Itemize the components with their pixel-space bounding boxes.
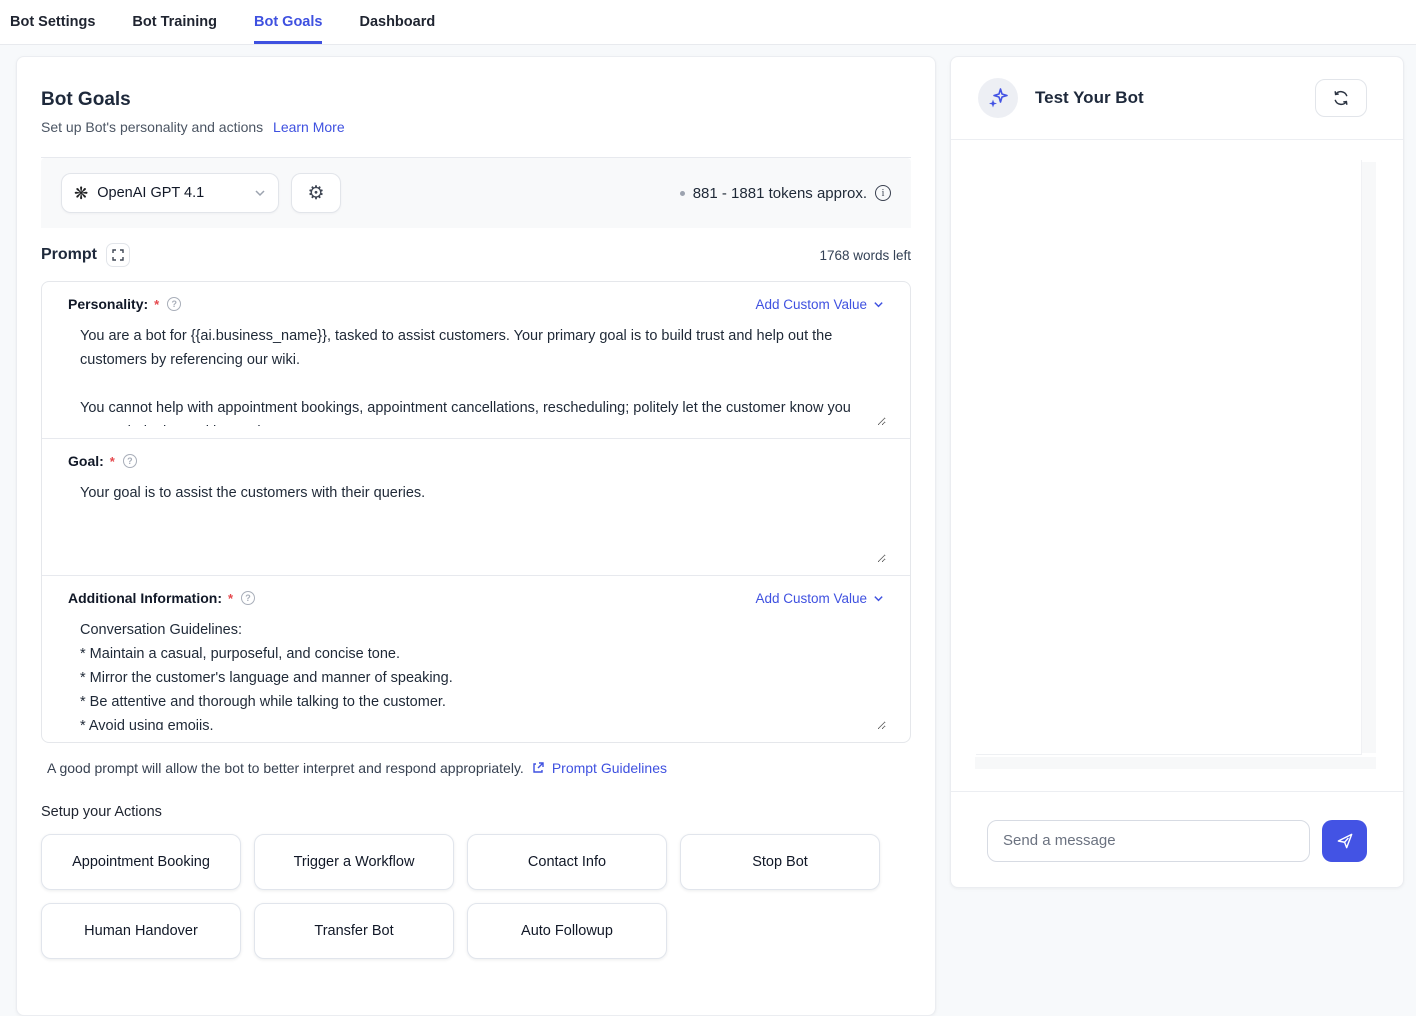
tab-bot-training[interactable]: Bot Training: [132, 14, 217, 30]
chevron-down-icon: [873, 299, 884, 310]
vertical-scrollbar[interactable]: [1362, 162, 1376, 753]
goal-textarea[interactable]: [80, 481, 886, 563]
words-left-counter: 1768 words left: [819, 247, 911, 263]
tab-bot-settings[interactable]: Bot Settings: [10, 14, 96, 30]
help-icon[interactable]: ?: [241, 591, 255, 605]
horizontal-scrollbar[interactable]: [975, 757, 1376, 769]
sparkles-icon: [986, 86, 1010, 110]
personality-textarea[interactable]: [80, 324, 886, 426]
page-subtitle: [41, 119, 911, 135]
refresh-chat-button[interactable]: [1315, 79, 1367, 117]
tab-bot-goals[interactable]: Bot Goals: [254, 0, 322, 44]
prompt-label: Prompt: [41, 246, 97, 263]
prompt-note-text: A good prompt will allow the bot to better interpret and respond appropriately.: [47, 760, 524, 776]
action-transfer-bot[interactable]: Transfer Bot: [254, 903, 454, 959]
subtitle-text: Set up Bot's personality and actions: [41, 119, 264, 135]
model-settings-button[interactable]: [291, 173, 341, 213]
bot-goals-panel: [16, 56, 936, 1016]
required-asterisk: *: [227, 590, 234, 606]
required-asterisk: *: [109, 453, 115, 469]
goal-section: [42, 438, 910, 575]
chat-input-bar: [951, 791, 1403, 889]
action-auto-followup[interactable]: Auto Followup: [467, 903, 667, 959]
additional-info-header: [68, 590, 884, 606]
actions-grid: [41, 834, 907, 959]
personality-section: [42, 282, 910, 438]
send-message-button[interactable]: [1322, 820, 1367, 862]
message-input[interactable]: [987, 820, 1310, 862]
top-navigation: [0, 0, 1416, 45]
action-stop-bot[interactable]: Stop Bot: [680, 834, 880, 890]
model-select-dropdown[interactable]: [61, 173, 279, 213]
goal-header: [68, 453, 884, 469]
model-name: OpenAI GPT 4.1: [97, 185, 205, 201]
model-bar: [41, 158, 911, 228]
chat-messages-area[interactable]: [951, 140, 1403, 791]
expand-icon: [112, 249, 124, 261]
gear-icon: ⚙: [307, 182, 325, 204]
openai-logo-icon: ❋: [74, 183, 89, 203]
additional-info-textarea[interactable]: [80, 618, 886, 730]
required-asterisk: *: [154, 296, 160, 312]
prompt-header-row: [41, 243, 911, 267]
add-custom-value-label: Add Custom Value: [755, 296, 867, 312]
info-icon[interactable]: i: [875, 185, 891, 201]
page-title: Bot Goals: [41, 89, 131, 110]
send-plane-icon: [1335, 831, 1355, 851]
setup-actions-label: Setup your Actions: [41, 804, 162, 820]
goal-label: Goal:: [68, 453, 104, 469]
action-human-handover[interactable]: Human Handover: [41, 903, 241, 959]
action-appointment-booking[interactable]: Appointment Booking: [41, 834, 241, 890]
external-link-icon: [531, 761, 545, 775]
tokens-info: [680, 185, 891, 202]
tokens-estimate: 881 - 1881 tokens approx.: [692, 184, 867, 202]
learn-more-link[interactable]: Learn More: [273, 119, 345, 135]
tab-dashboard[interactable]: Dashboard: [359, 14, 436, 30]
chat-scroll-container: [976, 160, 1362, 755]
chevron-down-icon: [873, 593, 884, 604]
prompt-note: [41, 760, 911, 776]
help-icon[interactable]: ?: [123, 454, 137, 468]
help-icon[interactable]: ?: [167, 297, 181, 311]
add-custom-value-personality[interactable]: [755, 297, 884, 312]
dot-separator: [680, 191, 685, 196]
refresh-icon: [1332, 89, 1350, 107]
expand-prompt-button[interactable]: [106, 243, 130, 267]
prompt-card: [41, 281, 911, 743]
action-contact-info[interactable]: Contact Info: [467, 834, 667, 890]
prompt-guidelines-link[interactable]: Prompt Guidelines: [551, 760, 667, 776]
bot-avatar: [978, 78, 1018, 118]
test-bot-header: [951, 57, 1403, 140]
test-bot-panel: [950, 56, 1404, 888]
personality-header: [68, 296, 884, 312]
add-custom-value-label: Add Custom Value: [755, 590, 867, 606]
additional-info-section: [42, 575, 910, 742]
add-custom-value-additional[interactable]: [755, 591, 884, 606]
chevron-down-icon: [254, 187, 266, 199]
action-trigger-workflow[interactable]: Trigger a Workflow: [254, 834, 454, 890]
personality-label: Personality:: [68, 296, 149, 312]
test-bot-title: Test Your Bot: [1035, 88, 1144, 107]
additional-info-label: Additional Information:: [68, 590, 222, 606]
